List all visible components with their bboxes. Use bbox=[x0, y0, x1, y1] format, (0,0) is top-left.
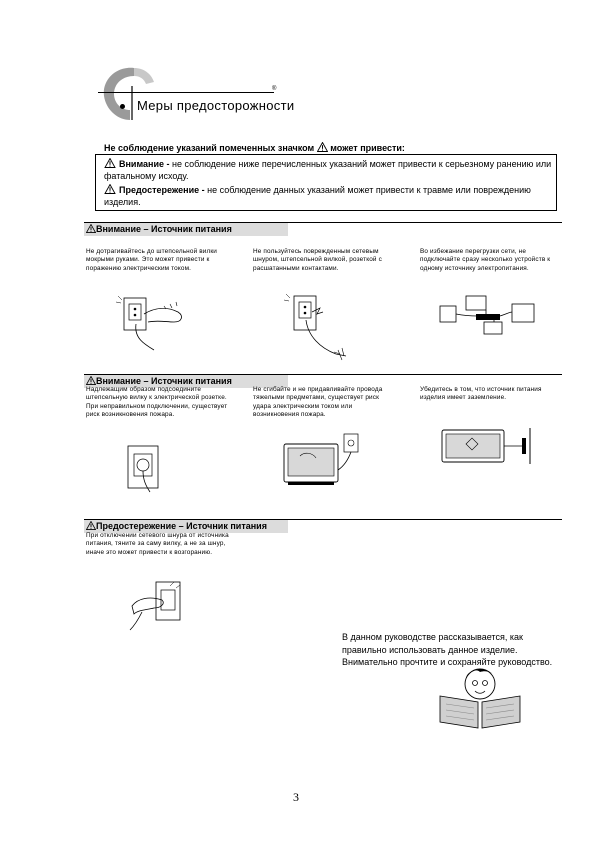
page-title: Меры предосторожности bbox=[137, 98, 295, 113]
wet-hand-plug-illustration bbox=[114, 294, 190, 354]
registered-mark: ® bbox=[272, 86, 277, 92]
reading-boy-illustration bbox=[436, 666, 522, 730]
warning-triangle-icon bbox=[317, 142, 328, 152]
closing-line: Внимательно прочтите и сохраняйте руководство. bbox=[342, 657, 553, 667]
tv-cord-illustration bbox=[278, 426, 370, 488]
instruction-text: При отключении сетевого шнура от источника питания, тяните за саму вилку, а не за шнур, иначе это может привести к возгоранию. bbox=[86, 532, 229, 556]
instruction-text: Убедитесь в том, что источник питания изделия имеет заземление. bbox=[420, 386, 542, 402]
caution-row bbox=[104, 184, 556, 208]
header-logo-icon bbox=[96, 64, 156, 124]
warning-triangle-icon bbox=[104, 158, 116, 168]
warning-box bbox=[95, 154, 557, 211]
closing-line: В данном руководстве рассказывается, как bbox=[342, 632, 523, 642]
section-heading bbox=[84, 223, 288, 236]
damaged-cord-illustration bbox=[276, 290, 356, 366]
warning-intro-heading-suffix: может привести: bbox=[330, 143, 405, 153]
section-title: Предостережение – Источник питания bbox=[96, 521, 267, 531]
warning-intro-heading-text: Не соблюдение указаний помеченных значком bbox=[104, 143, 315, 153]
instruction-text: Не дотрагивайтесь до штепсельной вилки мокрыми руками. Это может привести к поражению электрическим током. bbox=[86, 248, 218, 272]
header-rule bbox=[98, 92, 274, 93]
grounded-tv-illustration bbox=[436, 424, 540, 468]
closing-note bbox=[342, 631, 552, 669]
caution-label: Предостережение - bbox=[119, 185, 205, 195]
wall-socket-illustration bbox=[124, 442, 164, 494]
caution-text: не соблюдение данных указаний может привести к травме или повреждению изделия. bbox=[104, 185, 531, 207]
warning-triangle-icon bbox=[86, 376, 96, 385]
warning-intro-heading bbox=[104, 142, 405, 153]
title-bullet bbox=[120, 104, 125, 109]
instruction-text: Не сгибайте и не придавливайте провода тяжелыми предметами, существует риск удара электрическим током или возникновения пожара. bbox=[253, 386, 383, 419]
section-title: Внимание – Источник питания bbox=[96, 376, 232, 386]
instruction-text: Надлежащим образом подсоедините штепсельную вилку к электрической розетке. При неправильном подключении, существует риск возникновения пожара. bbox=[86, 386, 228, 419]
warning-text: не соблюдение ниже перечисленных указаний может привести к серьезному ранению или фатальному исходу. bbox=[104, 159, 552, 181]
instruction-text: Во избежание перегрузки сети, не подключайте сразу несколько устройств к одному источнику электропитания. bbox=[420, 248, 551, 272]
instruction-text: Не пользуйтесь поврежденным сетевым шнуром, штепсельной вилкой, розеткой с расшатанными контактами. bbox=[253, 248, 382, 272]
page-number: 3 bbox=[293, 790, 299, 804]
warning-triangle-icon bbox=[86, 521, 96, 530]
closing-line: правильно использовать данное изделие. bbox=[342, 644, 518, 655]
warning-triangle-icon bbox=[104, 184, 116, 194]
overloaded-outlet-illustration bbox=[436, 292, 540, 338]
unplug-by-hand-illustration bbox=[124, 578, 190, 632]
warning-triangle-icon bbox=[86, 224, 96, 233]
warning-label: Внимание - bbox=[119, 159, 170, 169]
warning-row bbox=[104, 158, 556, 182]
section-title: Внимание – Источник питания bbox=[96, 224, 232, 234]
